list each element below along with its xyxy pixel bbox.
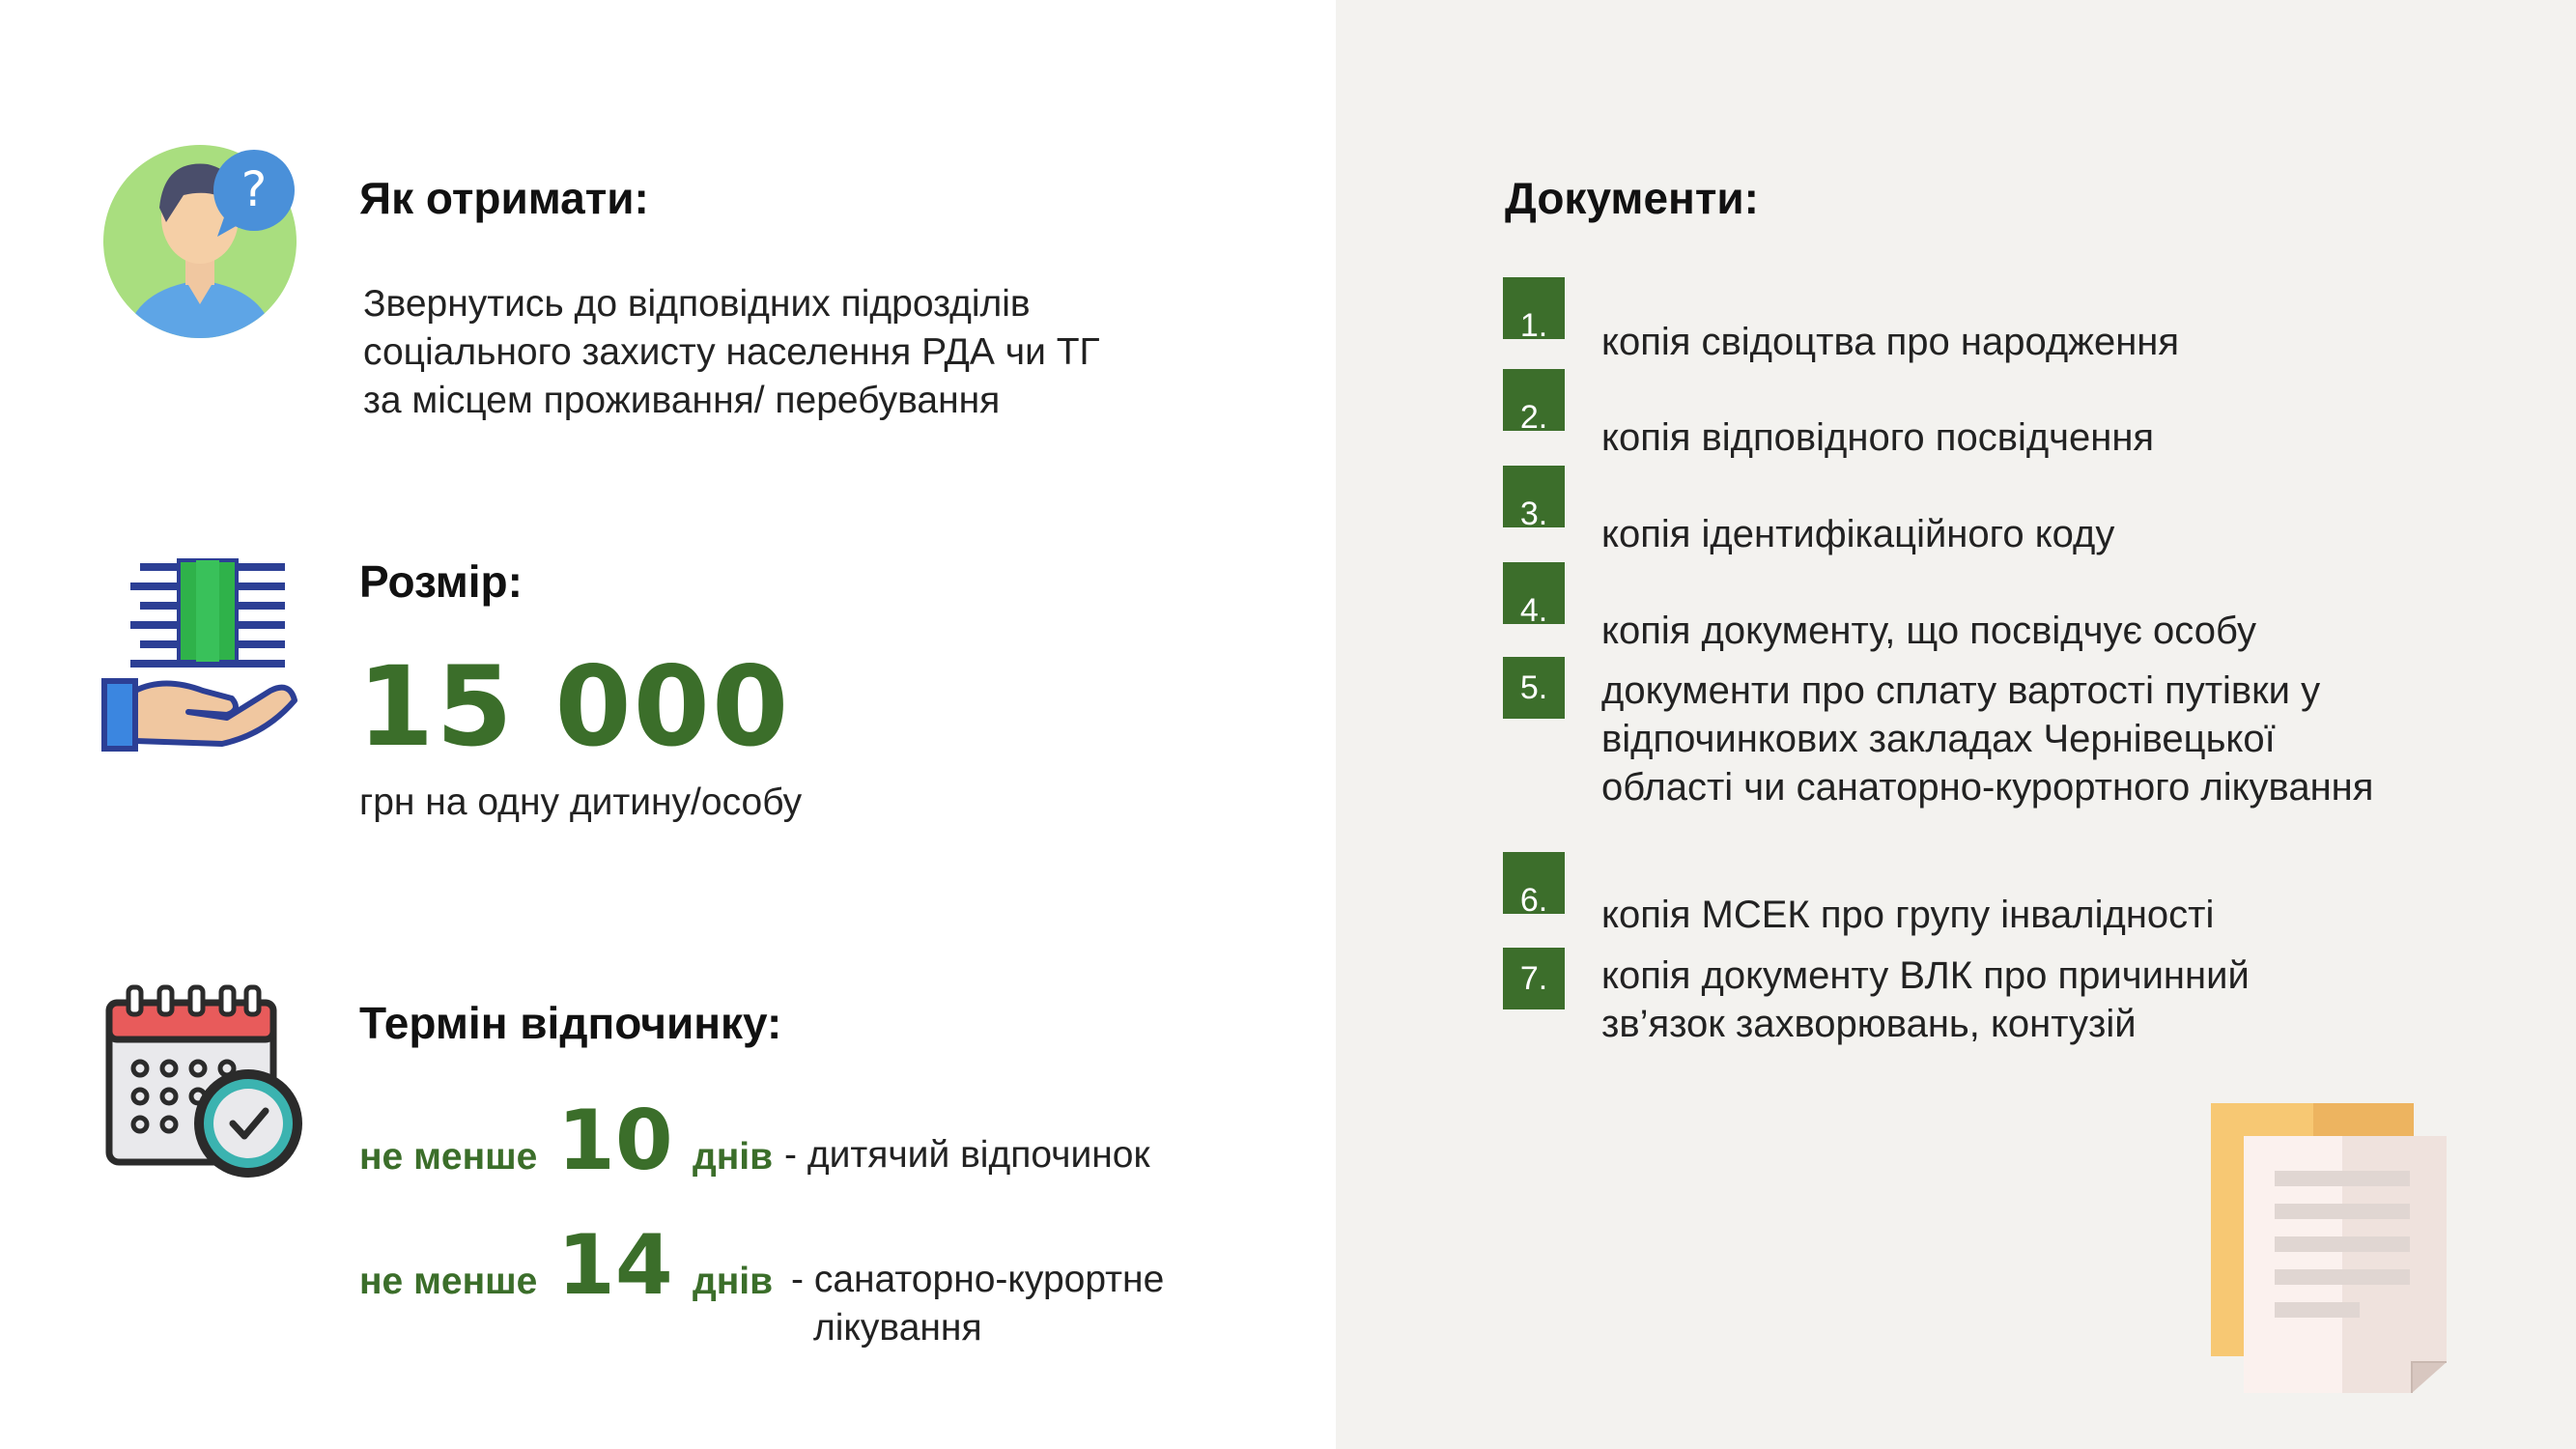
amount-value: 15 000	[357, 642, 791, 771]
term-prefix: не менше	[359, 1261, 538, 1302]
document-text	[1601, 607, 2256, 655]
document-number: 6.	[1503, 852, 1565, 914]
document-line: копія документу, що посвідчує особу	[1601, 610, 2256, 652]
term-desc: - санаторно-курортне	[791, 1259, 1165, 1300]
document-number: 4.	[1503, 562, 1565, 624]
document-line: копія МСЕК про групу інвалідності	[1601, 894, 2215, 936]
term-title: Термін відпочинку:	[359, 998, 782, 1048]
document-number: 7.	[1503, 948, 1565, 1009]
document-line: копія свідоцтва про народження	[1601, 321, 2180, 363]
document-text	[1601, 667, 2373, 811]
document-text	[1601, 510, 2114, 558]
calendar-clock-icon	[101, 983, 314, 1181]
term-prefix: не менше	[359, 1136, 538, 1178]
document-number: 1.	[1503, 277, 1565, 339]
how-to-get-line: Звернутись до відповідних підрозділів	[363, 283, 1031, 325]
amount-unit: грн на одну дитину/особу	[359, 781, 803, 823]
term-desc: - дитячий відпочинок	[784, 1134, 1150, 1176]
documents-icon	[2207, 1101, 2449, 1396]
how-to-get-text	[363, 280, 1100, 425]
documents-title: Документи:	[1505, 173, 1759, 223]
document-line: відпочинкових закладах Чернівецької	[1601, 718, 2276, 760]
money-hand-icon	[97, 555, 304, 753]
document-number: 2.	[1503, 369, 1565, 431]
document-number: 5.	[1503, 657, 1565, 719]
document-line: копія відповідного посвідчення	[1601, 416, 2155, 459]
how-to-get-line: соціального захисту населення РДА чи ТГ	[363, 331, 1100, 373]
term-unit: днів	[693, 1136, 774, 1178]
term-number: 10	[557, 1093, 673, 1189]
how-to-get-title: Як отримати:	[359, 173, 649, 223]
document-number: 3.	[1503, 466, 1565, 527]
term-row-2	[359, 1219, 1229, 1364]
document-text	[1601, 413, 2154, 462]
term-number: 14	[557, 1217, 673, 1314]
term-row-1	[359, 1094, 1229, 1191]
how-to-get-line: за місцем проживання/ перебування	[363, 380, 1001, 421]
term-desc-2: лікування	[813, 1307, 982, 1349]
document-text	[1601, 952, 2250, 1048]
amount-title: Розмір:	[359, 556, 523, 607]
document-text	[1601, 891, 2214, 939]
document-line: зв’язок захворювань, контузій	[1601, 1003, 2137, 1045]
term-unit: днів	[693, 1261, 774, 1302]
svg-text:?: ?	[241, 161, 268, 217]
document-line: області чи санаторно-курортного лікування	[1601, 766, 2374, 809]
document-line: копія ідентифікаційного коду	[1601, 513, 2115, 555]
document-line: копія документу ВЛК про причинний	[1601, 954, 2250, 997]
document-line: документи про сплату вартості путівки у	[1601, 669, 2321, 712]
document-text	[1601, 318, 2179, 366]
person-question-icon	[97, 135, 304, 343]
